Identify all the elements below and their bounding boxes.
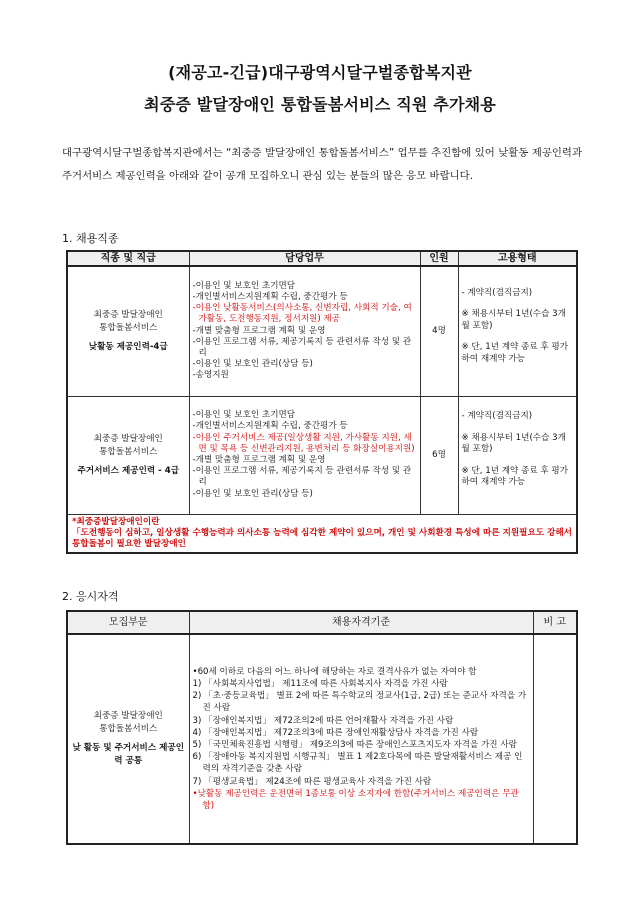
table-row — [67, 634, 577, 844]
role-cell — [67, 396, 189, 514]
column-header-criteria: 채용자격기준 — [189, 611, 533, 634]
note-body: 「도전행동이 심하고, 일상생활 수행능력과 의사소통 능력에 심각한 제약이 있으며, 개인 및 사회환경 특성에 따른 지원필요도 강해서 통합돌봄이 필요한 발달장애인 — [72, 527, 572, 549]
criteria-item: 4) 「장애인복지법」 제72조의3에 따른 장애인재활상담사 자격을 가진 사람 — [192, 727, 479, 738]
note-cell — [67, 514, 577, 553]
criteria-item: 5) 「국민체육진흥법 시행령」 제9조의3에 따른 장애인스포츠지도자 자격을 가진 사람 — [192, 740, 517, 750]
duty-item: -송영지원 — [192, 370, 229, 381]
section-heading-positions: 1. 채용직종 — [62, 232, 119, 245]
role-title: 낮 활동 및 주거서비스 제공인력 공통 — [72, 743, 185, 766]
role-title: 주거서비스 제공인력 - 4급 — [77, 465, 180, 476]
column-header-count: 인원 — [420, 251, 458, 266]
criteria-item: 3) 「장애인복지법」 제72조의2에 따른 언어재활사 자격을 가진 사람 — [192, 715, 454, 726]
role-title: 낮활동 제공인력-4급 — [88, 341, 168, 352]
criteria-item: 6) 「장애아동 복지지원법 시행규칙」 별표 1 제2호다목에 따른 발달재활서비스 제공 인력의 자격기준을 갖춘 사람 — [192, 752, 523, 775]
duty-item: -이용인 및 보호인 관리(상담 등) — [192, 488, 313, 499]
qualifications-table — [66, 610, 578, 845]
headcount-cell: 4명 — [420, 266, 458, 396]
remark-cell — [533, 634, 577, 844]
criteria-item: 7) 「평생교육법」 제24조에 따른 평생교육사 자격을 가진 사람 — [192, 776, 432, 787]
page-title-line2: 최중증 발달장애인 통합돌봄서비스 직원 추가채용 — [144, 95, 496, 114]
criteria-item: •낮활동 제공인력은 운전면허 1종보통 이상 소지자에 한함(주거서비스 제공인력은 무관함) — [192, 788, 519, 812]
duty-item: -개별 맞춤형 프로그램 계획 및 운영 — [192, 325, 326, 336]
duty-item: -개별 맞춤형 프로그램 계획 및 운영 — [192, 455, 326, 465]
column-header-category: 모집부문 — [67, 611, 189, 634]
duties-cell — [189, 266, 420, 396]
duty-item: -이용인 주거서비스 제공(일상생활 지원, 가사활동 지원, 세면 및 목욕 등 신변관리지원, 용변처리 등 화장실이용지원) — [192, 432, 415, 454]
criteria-item: •60세 이하로 다음의 어느 하나에 해당하는 자로 결격사유가 없는 자여야 함 — [192, 666, 477, 677]
role-line: 최중증 발달장애인 — [93, 309, 163, 320]
criteria-item: 1) 「사회복지사업법」 제11조에 따른 사회복지사 자격을 가진 사람 — [192, 678, 448, 689]
criteria-cell — [189, 634, 533, 844]
role-line: 통합돌봄서비스 — [99, 446, 158, 457]
criteria-item: 2) 「초·중등교육법」 별표 2에 따른 특수학교의 정교사(1급, 2급) 또는 준교사 자격을 가진 사람 — [192, 691, 527, 714]
intro-paragraph: 대구광역시달구벌종합복지관에서는 “최중증 발달장애인 통합돌봄서비스” 업무를 추진함에 있어 낮활동 제공인력과 주거서비스 제공인력을 아래와 같이 공개 모집하오니 관심 있는 분들의 많은 응모 바랍니다. — [62, 147, 582, 182]
column-header-employment: 고용형태 — [458, 251, 577, 266]
role-line: 최중증 발달장애인 — [93, 711, 163, 721]
employment-cell — [458, 396, 577, 514]
column-header-duties: 담당업무 — [189, 251, 420, 266]
duty-item: -개인별서비스지원계획 수립, 중간평가 등 — [192, 421, 348, 432]
role-cell — [67, 266, 189, 396]
headcount-cell: 6명 — [420, 396, 458, 514]
column-header-remark: 비 고 — [533, 611, 577, 634]
employment-line: ※ 채용시부터 1년(수습 3개월 포함) — [461, 309, 566, 331]
category-cell — [67, 634, 189, 844]
note-title: *최중증발달장애인이란 — [72, 516, 160, 527]
note-row — [67, 514, 577, 553]
positions-table — [66, 250, 578, 554]
employment-line: - 계약직(겸직금지) — [461, 287, 533, 298]
page-title-line1: (재공고-긴급)대구광역시달구벌종합복지관 — [168, 63, 472, 82]
column-header-role: 직종 및 직급 — [67, 251, 189, 266]
role-line: 최중증 발달장애인 — [93, 433, 163, 444]
role-line: 통합돌봄서비스 — [99, 322, 158, 333]
table-row — [67, 266, 577, 396]
duty-item: -이용인 및 보호인 초기면담 — [192, 410, 296, 421]
positions-header-row — [67, 251, 577, 266]
employment-line: ※ 단, 1년 계약 종료 후 평가하여 재계약 가능 — [461, 465, 569, 488]
employment-line: ※ 채용시부터 1년(수습 3개월 포함) — [461, 432, 566, 455]
duties-cell — [189, 396, 420, 514]
duty-item: -이용인 및 보호인 초기면담 — [192, 280, 296, 291]
section-heading-qualifications: 2. 응시자격 — [62, 590, 119, 603]
qualifications-header-row — [67, 611, 577, 634]
role-line: 통합돌봄서비스 — [99, 724, 158, 734]
duty-item: -이용인 프로그램 서류, 제공기록지 등 관련서류 작성 및 관리 — [192, 466, 412, 488]
duty-item: -이용인 및 보호인 관리(상담 등) — [192, 359, 313, 370]
table-row — [67, 396, 577, 514]
employment-line: ※ 단, 1년 계약 종료 후 평가하여 재계약 가능 — [461, 342, 569, 364]
duty-item: -이용인 낮활동서비스(의사소통, 신변자립, 사회적 기술, 여가활동, 도전행동지원, 정서지원) 제공 — [192, 303, 412, 325]
duty-item: -개인별서비스지원계획 수립, 중간평가 등 — [192, 292, 348, 303]
employment-cell — [458, 266, 577, 396]
duty-item: -이용인 프로그램 서류, 제공기록지 등 관련서류 작성 및 관리 — [192, 336, 412, 359]
employment-line: - 계약직(겸직금지) — [461, 411, 533, 422]
